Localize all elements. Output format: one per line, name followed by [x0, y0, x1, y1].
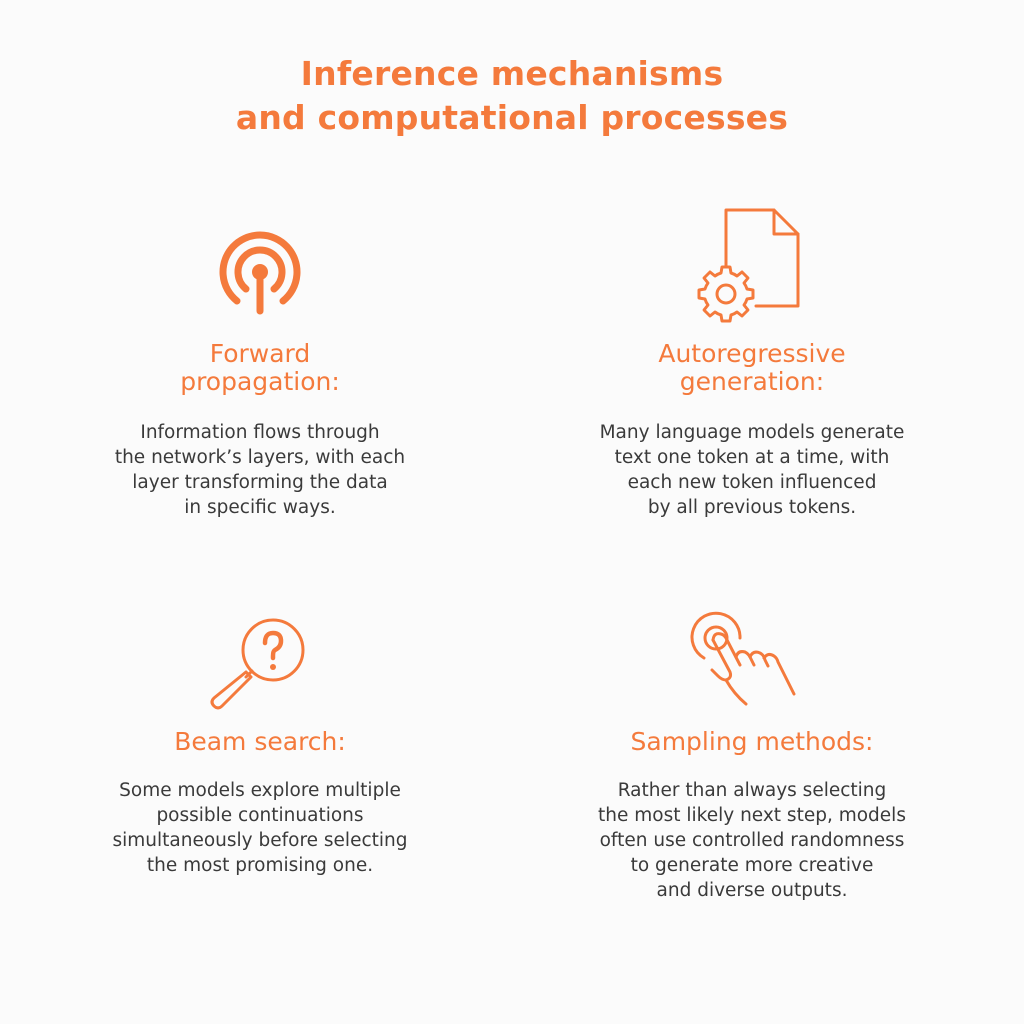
card-title-line: generation:: [679, 367, 825, 396]
card-description-line: Many language models generate: [599, 422, 905, 443]
magnifier-question-icon: [210, 610, 310, 710]
hand-tap-icon: [688, 610, 808, 710]
card-title: [552, 340, 952, 396]
card-autoregressive-generation: [552, 200, 952, 530]
card-description-line: the most promising one.: [146, 855, 374, 876]
signal-broadcast-icon: [215, 227, 305, 317]
card-description-line: Information flows through: [140, 422, 380, 443]
page-title-line-1: Inference mechanisms: [300, 54, 724, 93]
card-sampling-methods: [552, 600, 952, 920]
document-gear-icon: [694, 206, 804, 328]
page-title: [0, 52, 1024, 140]
card-title-line: propagation:: [180, 367, 340, 396]
card-description-line: possible continuations: [156, 805, 364, 826]
page-title-line-2: and computational processes: [235, 98, 789, 137]
card-description: [552, 778, 952, 903]
card-description-line: Some models explore multiple: [119, 780, 401, 801]
card-description-line: the network’s layers, with each: [114, 447, 406, 468]
card-description-line: layer transforming the data: [132, 472, 388, 493]
card-title-line: Beam search:: [174, 727, 346, 756]
card-description-line: by all previous tokens.: [647, 497, 857, 518]
card-description-line: text one token at a time, with: [614, 447, 890, 468]
card-description-line: and diverse outputs.: [656, 880, 848, 901]
card-description-line: Rather than always selecting: [617, 780, 887, 801]
card-description-line: each new token influenced: [627, 472, 877, 493]
card-description: [60, 778, 460, 878]
card-description-line: often use controlled randomness: [599, 830, 905, 851]
card-description: [60, 420, 460, 520]
card-title-line: Forward: [209, 339, 311, 368]
card-description-line: simultaneously before selecting: [112, 830, 408, 851]
card-description-line: the most likely next step, models: [598, 805, 906, 826]
card-title: [552, 728, 952, 756]
card-title-line: Sampling methods:: [630, 727, 874, 756]
card-beam-search: [60, 600, 460, 900]
card-title: [60, 728, 460, 756]
card-title-line: Autoregressive: [658, 339, 846, 368]
card-description-line: to generate more creative: [630, 855, 874, 876]
card-title: [60, 340, 460, 396]
card-description: [552, 420, 952, 520]
card-forward-propagation: [60, 200, 460, 530]
card-description-line: in specific ways.: [184, 497, 336, 518]
